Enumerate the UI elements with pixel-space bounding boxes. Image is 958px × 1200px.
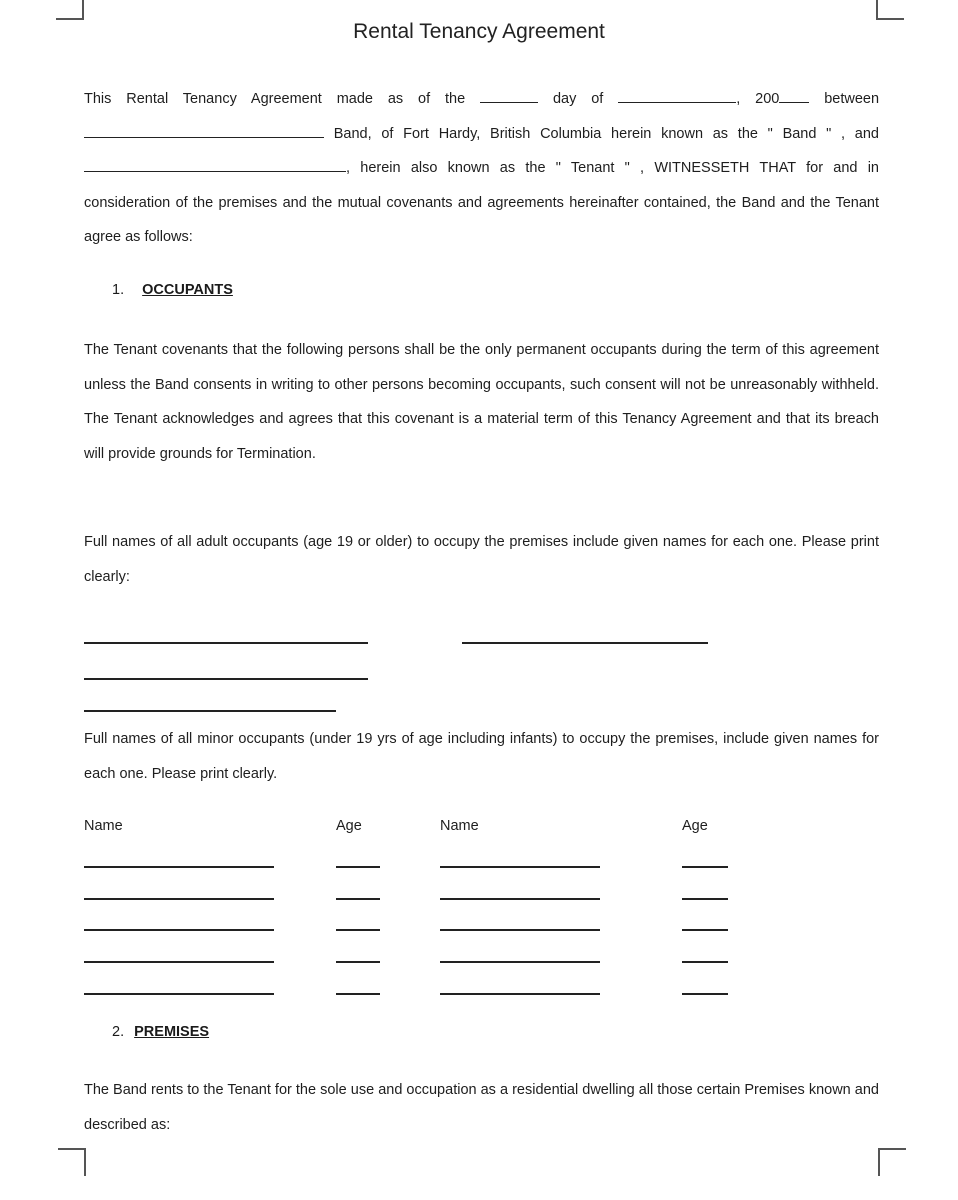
- intro-paragraph: [84, 82, 879, 255]
- day-blank[interactable]: [480, 88, 538, 104]
- minor-age-line[interactable]: [336, 961, 380, 963]
- minor-age-line[interactable]: [682, 898, 728, 900]
- adult-name-line[interactable]: [84, 678, 368, 680]
- minor-age-line[interactable]: [336, 929, 380, 931]
- minor-name-line[interactable]: [84, 866, 274, 868]
- section-heading-premises: [112, 1024, 209, 1040]
- document-title: Rental Tenancy Agreement: [353, 20, 605, 43]
- minor-age-line[interactable]: [682, 929, 728, 931]
- section-number: 2.: [112, 1024, 125, 1040]
- intro-text-2: day of: [552, 91, 604, 107]
- minor-name-line[interactable]: [440, 993, 600, 995]
- adult-occupants-instructions: Full names of all adult occupants (age 19 or older) to occupy the premises include given names for each one. Please print clearly:: [84, 534, 879, 585]
- minor-age-line[interactable]: [682, 866, 728, 868]
- intro-text-5: Band, of Fort Hardy, British Columbia herein known as the " Band " , and: [333, 125, 879, 142]
- minor-age-line[interactable]: [682, 993, 728, 995]
- adult-name-line[interactable]: [84, 642, 368, 644]
- column-header-name: Name: [84, 818, 123, 834]
- intro-text-3: , 200: [736, 91, 780, 107]
- crop-mark-top-right: [876, 0, 904, 20]
- minor-age-line[interactable]: [336, 993, 380, 995]
- section-number: 1.: [112, 282, 125, 298]
- minor-name-line[interactable]: [440, 866, 600, 868]
- crop-mark-bottom-left: [58, 1148, 86, 1176]
- occupants-paragraph: The Tenant covenants that the following persons shall be the only permanent occupants during the term of this agreement unless the Band consents in writing to other persons becoming occupants, such consent will not be unreasonably withheld. The Tenant acknowledges and agrees that this covenant is a material term of this Tenancy Agreement and that its breach will provide grounds for Termination.: [84, 342, 879, 462]
- year-blank[interactable]: [779, 88, 809, 104]
- column-header-age: Age: [682, 818, 708, 834]
- minor-age-line[interactable]: [336, 898, 380, 900]
- section-label: OCCUPANTS: [142, 282, 233, 298]
- minor-name-line[interactable]: [84, 898, 274, 900]
- crop-mark-top-left: [56, 0, 84, 20]
- crop-mark-bottom-right: [878, 1148, 906, 1176]
- minor-name-line[interactable]: [84, 993, 274, 995]
- adult-name-line[interactable]: [84, 710, 336, 712]
- minor-age-line[interactable]: [336, 866, 380, 868]
- premises-paragraph: The Band rents to the Tenant for the sole use and occupation as a residential dwelling all those certain Premises known and described as:: [84, 1082, 879, 1133]
- minor-name-line[interactable]: [440, 961, 600, 963]
- band-name-blank[interactable]: [84, 122, 324, 138]
- minor-name-line[interactable]: [84, 929, 274, 931]
- minor-age-line[interactable]: [682, 961, 728, 963]
- intro-text-6: , herein also known as the " Tenant " , WITNESSETH THAT for and in consideration of the premises and the mutual covenants and agreements hereinafter contained, the Band and the Tenant agree as follows:: [84, 160, 879, 245]
- month-blank[interactable]: [618, 88, 736, 104]
- intro-text-1: This Rental Tenancy Agreement made as of the: [84, 91, 466, 107]
- adult-name-line[interactable]: [462, 642, 708, 644]
- section-heading-occupants: [112, 282, 233, 298]
- minor-occupants-instructions: Full names of all minor occupants (under 19 yrs of age including infants) to occupy the premises, include given names for each one. Please print clearly.: [84, 731, 879, 782]
- section-label: PREMISES: [134, 1024, 210, 1040]
- column-header-name: Name: [440, 818, 479, 834]
- minor-name-line[interactable]: [440, 929, 600, 931]
- tenant-name-blank[interactable]: [84, 157, 346, 173]
- column-header-age: Age: [336, 818, 362, 834]
- minor-name-line[interactable]: [84, 961, 274, 963]
- intro-text-4: between: [824, 91, 880, 107]
- minor-name-line[interactable]: [440, 898, 600, 900]
